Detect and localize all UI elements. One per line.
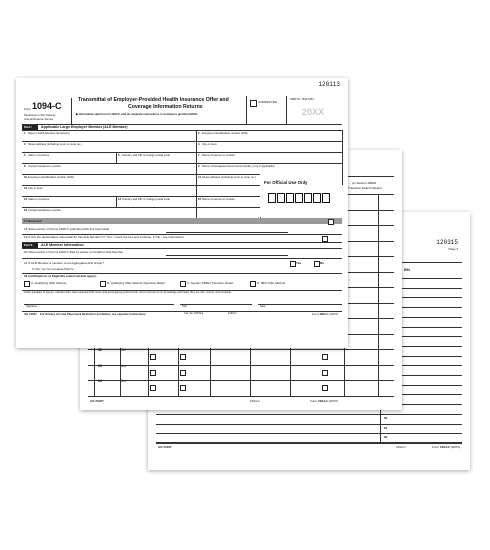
official-use-square <box>268 193 276 203</box>
dept-line2: Internal Revenue Service <box>24 118 54 121</box>
field-number: 8 <box>24 163 26 168</box>
official-use-box <box>260 169 342 217</box>
part2-tag: Part II <box>22 243 38 248</box>
line21-no-label: No <box>320 261 324 265</box>
field-label: Employer identification number (EIN) <box>28 174 74 179</box>
page2-col-header-a: (e) Section 4980H <box>352 181 377 185</box>
field-label: Name of person to contact <box>202 196 235 201</box>
field-label: State or province <box>28 196 50 201</box>
field-number: 12 <box>24 185 28 190</box>
page1-code: 120113 <box>318 81 340 88</box>
field-number: 4 <box>198 141 200 146</box>
field-number: 7 <box>198 152 200 157</box>
part2-title: ALE Member Information <box>41 243 84 247</box>
field-label: Country and ZIP or foreign postal code <box>122 196 170 201</box>
field-label: Contact telephone number <box>28 207 61 212</box>
page3-row-number: 65 <box>384 435 388 440</box>
row-number: 33 <box>98 363 102 368</box>
page2-footer-mid: 1094-C <box>250 399 260 403</box>
page2-checkbox[interactable] <box>322 385 328 391</box>
field-number: 3 <box>24 141 26 146</box>
certification-checkbox[interactable] <box>100 281 106 287</box>
page2-checkbox[interactable] <box>322 370 328 376</box>
form-title-line1: Transmittal of Employer-Provided Health Insurance Offer and <box>78 97 229 103</box>
field-label: City or town <box>202 141 217 146</box>
row-number: 32 <box>98 348 102 352</box>
row-month: Oct <box>120 348 126 352</box>
official-use-square <box>286 193 294 203</box>
line21-yes-label: Yes <box>296 261 302 265</box>
page3-footer-right: Form 1094-C (20XX) <box>432 445 460 449</box>
line22-label: 22 Certifications of Eligibility (select all that apply): <box>24 274 97 278</box>
form-word: Form <box>24 107 31 111</box>
field-number: 14 <box>118 196 122 201</box>
reserved-row <box>22 218 342 224</box>
field-label: Contact telephone number <box>28 163 61 168</box>
page3-row-number: 63 <box>384 415 388 420</box>
row-month: Dec <box>120 379 127 383</box>
field-number: 10 <box>24 174 28 179</box>
title-label: Title <box>182 305 187 308</box>
line18-label: 18 Total number of Forms 1095-C submitted with this transmittal <box>24 227 109 231</box>
line21-note: If "No," do not complete Part IV. <box>32 267 75 271</box>
perjury-statement: Under penalties of perjury, I declare that I have examined this return and accompanying documents, and to the best of my knowledge and belief, they are true, correct, and complete. <box>24 291 232 294</box>
corrected-checkbox[interactable] <box>250 100 257 107</box>
reserved-checkbox <box>328 219 334 225</box>
official-use-square <box>295 193 303 203</box>
part1-title: Applicable Large Employer Member (ALE Member) <box>41 125 128 129</box>
page3-col-header: EIN <box>404 268 410 272</box>
page2-checkbox[interactable] <box>150 354 156 360</box>
privacy-notice: For Privacy Act and Paperwork Reduction Act Notice, see separate instructions. <box>40 312 147 316</box>
part1-tag: Part I <box>22 125 38 130</box>
official-use-square <box>304 193 312 203</box>
certification-label: B. Qualifying Offer Method Transition Relief <box>107 281 165 285</box>
field-number: 2 <box>198 130 200 135</box>
page2-checkbox[interactable] <box>180 370 186 376</box>
certification-checkbox[interactable] <box>24 281 30 287</box>
certification-checkbox[interactable] <box>250 281 256 287</box>
corrected-label: CORRECTED <box>258 100 278 104</box>
field-number: 9 <box>198 163 200 168</box>
page2-footer-left: AO #1007 <box>90 399 104 403</box>
form-title-line2: Coverage Information Returns <box>128 104 203 110</box>
field-label: Employer identification number (EIN) <box>202 130 248 135</box>
official-use-square <box>277 193 285 203</box>
field-number: 16 <box>24 207 28 212</box>
dept-line1: Department of the Treasury <box>24 114 56 117</box>
field-label: Name of Designated Government Entity (only if applicable) <box>202 163 275 168</box>
form-number: 1094-C <box>32 101 62 111</box>
certification-label: A. Qualifying Offer Method <box>31 281 67 285</box>
page2-col-header-b: Transition Relief Indicator <box>348 186 382 190</box>
certification-label: D. 98% Offer Method <box>257 281 286 285</box>
form-page-1 <box>16 78 348 348</box>
field-number: 13 <box>24 196 28 201</box>
page3-footer-left: AO #1007 <box>158 445 172 449</box>
cat-number: Cat. No. 61571A <box>184 312 204 315</box>
official-use-square <box>313 193 321 203</box>
field-label: Name of ALE Member (Employer) <box>28 130 70 135</box>
field-number: 1 <box>24 130 26 135</box>
field-number: 15 <box>198 196 202 201</box>
certification-checkbox[interactable] <box>180 281 186 287</box>
page2-footer-right: Form 1094-C (20XX) <box>310 399 338 403</box>
page2-checkbox[interactable] <box>150 385 156 391</box>
field-label: State or province <box>28 152 50 157</box>
field-label: Name of person to contact <box>202 152 235 157</box>
field-number: 11 <box>198 174 201 179</box>
field-number: 5 <box>24 152 26 157</box>
field-label: Street address (including room or suite no.) <box>202 174 256 179</box>
official-use-square <box>322 193 330 203</box>
official-use-label: For Official Use Only <box>264 180 308 185</box>
page3-row-number: 64 <box>384 425 388 430</box>
row-month: Nov <box>120 363 127 368</box>
line20-label: 20 Total number of Forms 1095-C filed by and/or on behalf of ALE Member <box>24 250 124 254</box>
row-number: 34 <box>98 379 102 383</box>
page1-footer-left: AO #1007 <box>24 312 37 316</box>
page2-checkbox[interactable] <box>180 385 186 391</box>
tax-year: 20XX <box>302 107 325 117</box>
page1-bottom-mid: 1094-C <box>228 312 237 315</box>
page3-footer-mid: 1094-C <box>396 445 406 449</box>
page2-checkbox[interactable] <box>322 354 328 360</box>
signature-label: Signature <box>26 305 38 308</box>
date-label: Date <box>260 305 266 308</box>
form-subtitle: ▶ Information about Form 1094-C and its separate instructions is at www.irs.gov/form1094c <box>76 112 198 116</box>
page3-page-label: Page 3 <box>448 247 458 251</box>
field-number: 6 <box>118 152 120 157</box>
field-label: City or town <box>28 185 43 190</box>
line21-label: 21 Is ALE Member a member of an Aggregated ALE Group? <box>24 261 104 265</box>
omb-number: OMB No. 1545-2251 <box>290 98 314 101</box>
certification-label: C. Section 4980H Transition Relief <box>187 281 233 285</box>
page1-footer-right: Form 1094-C (20XX) <box>312 312 338 316</box>
page2-checkbox[interactable] <box>180 354 186 360</box>
field-label: Country and ZIP or foreign postal code <box>122 152 170 157</box>
page2-checkbox[interactable] <box>150 370 156 376</box>
line19-label: 19 Is this the authoritative transmittal for this ALE Member? If "Yes," check the box and continue. If "No," see instructions <box>24 235 184 239</box>
line17-label: 17 Reserved <box>24 218 42 223</box>
page3-code: 120315 <box>436 239 458 246</box>
field-label: Street address (including room or suite no.) <box>28 141 82 146</box>
